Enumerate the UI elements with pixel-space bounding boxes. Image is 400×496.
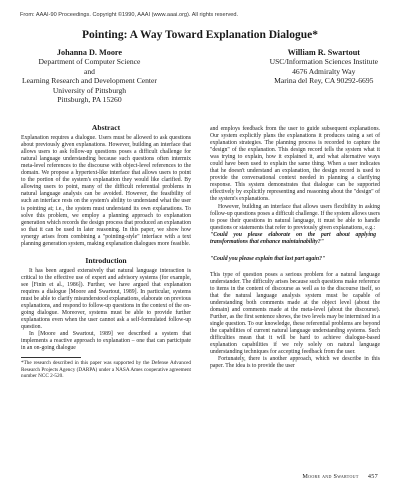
affiliation-line: USC/Information Sciences Institute bbox=[269, 57, 378, 67]
abstract-text: Explanation requires a dialogue. Users must be allowed to ask questions about previously given explanations. However, building an interface that allows users to ask follow-up questions poses a difficult challenge for natural language understanding because such questions often intermix meta-level references to the discourse with object-level references to the domain. We propose a hypertext-like interface that allows users to point to the portion of the system's explanation they would like clarified. By allowing users to point, many of the difficult referential problems in natural language analysis can be avoided. However, the feasibility of such an interface rests on the system's ability to understand what the user is pointing at; i.e., the system must understand its own explanations. To solve this problem, we employ a planning approach to explanation generation which records the design process that produced an explanation so that it can be used in later reasoning. In this paper, we show how synergy arises from combining a "pointing-style" interface with a text planning generation system, making explanation dialogues more feasible. bbox=[21, 135, 191, 247]
affiliation-line: University of Pittsburgh bbox=[52, 85, 127, 95]
copyright-header: From: AAAI-90 Proceedings. Copyright ©1990, AAAI (www.aaai.org). All rights reserved. bbox=[20, 12, 239, 18]
affiliation-line: 4676 Admiralty Way bbox=[292, 66, 356, 76]
page-number: 457 bbox=[367, 473, 378, 480]
author-swartout bbox=[270, 48, 378, 104]
author-moore bbox=[22, 48, 157, 104]
page-footer bbox=[302, 473, 378, 480]
affiliation-line: and bbox=[83, 66, 95, 76]
left-column bbox=[21, 124, 191, 380]
affiliation-line: Marina del Rey, CA 90292-6695 bbox=[274, 76, 374, 86]
body-paragraph-1: and employs feedback from the user to guide subsequent explanations. Our system explicitly plans the explanations it produces using a set of explanation strategies. The planning process is recorded to capture the "design" of the explanation. This design record tells the system what it was trying to explain, how it explained it, and what alternative ways could have been used to explain the same thing. When a user indicates that he doesn't understand an explanation, the design record is used to provide the conversational context needed in planning a clarifying response. This system demonstrates that dialogue can be supported effectively by explicitly representing and reasoning about the "design" of the system's explanations. bbox=[210, 126, 380, 203]
author-name: Johanna D. Moore bbox=[56, 48, 123, 57]
introduction-heading: Introduction bbox=[85, 255, 127, 265]
footnote: *The research described in this paper was supported by the Defense Advanced Research Projects Agency (DARPA) under a NASA Ames cooperative agreement number NCC 2-520. bbox=[21, 360, 191, 380]
example-question-2: "Could you please explain that last part again?" bbox=[210, 255, 326, 262]
footnote-divider bbox=[21, 357, 81, 358]
abstract-heading: Abstract bbox=[91, 123, 121, 132]
author-block bbox=[22, 48, 378, 104]
body-paragraph-2: However, building an interface that allows users flexibility in asking follow-up questions poses a difficult challenge. If the system allows users to pose their questions in natural language, it must be able to handle questions or statements that refer to previously given explanations, e.g.: bbox=[210, 203, 380, 231]
affiliation-line: Department of Computer Science bbox=[38, 57, 141, 67]
affiliation-line: Learning Research and Development Center bbox=[22, 76, 157, 86]
affiliation-line: Pittsburgh, PA 15260 bbox=[57, 95, 122, 105]
right-column bbox=[210, 126, 380, 371]
body-paragraph-4: Fortunately, there is another approach, which we describe in this paper. The idea is to provide the user bbox=[210, 356, 380, 370]
intro-paragraph-1: It has been argued extensively that natural language interaction is critical to the effective use of expert and advisory systems (for example, see [Finin et al., 1986]). Further, we have argued that explanation requires a dialogue [Moore and Swartout, 1989]. In particular, systems must be able to clarify misunderstood explanations, elaborate on previous explanations, and respond to follow-up questions in the context of the on-going dialogue. Moreover, systems must be able to provide further explanations even when the user cannot ask a self-formulated follow-up question. bbox=[21, 267, 191, 331]
paper-title: Pointing: A Way Toward Explanation Dialogue* bbox=[82, 29, 318, 41]
running-head: Moore and Swartout bbox=[302, 473, 359, 480]
example-question-1: "Could you please elaborate on the part about applying transformations that enhance maintainability?" bbox=[210, 231, 376, 245]
author-name: William R. Swartout bbox=[287, 48, 360, 57]
body-paragraph-3: This type of question poses a serious problem for a natural language understander. The difficulty arises because such questions make reference to items in the content of discourse as well as to the discourse itself, so that the natural language analysis system must be capable of understanding both comments made at the object level (about the domain) and comments made at the meta-level (about the discourse). Further, as the first sentence shows, the two levels may be intermixed in a single question. To our knowledge, these referential problems are beyond the capabilities of current natural language understanding systems. Such difficulties mean that it will be hard to achieve dialogue-based explanation capabilities if we rely solely on natural language understanding techniques for accepting feedback from the user. bbox=[210, 271, 380, 356]
intro-paragraph-2: In [Moore and Swartout, 1989] we described a system that implements a reactive approach to explanation – one that can participate in an on-going dialogue bbox=[21, 331, 191, 352]
